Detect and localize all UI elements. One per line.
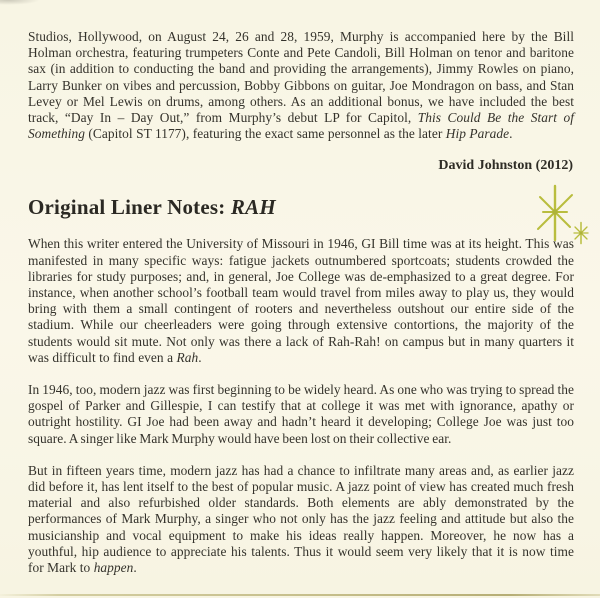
- italic-word: Rah: [176, 349, 199, 365]
- italic-word: happen: [93, 560, 134, 576]
- paragraph-text-segment: But in fifteen years time, modern jazz has had a chance to infiltrate many areas and, as earlier jazz did before it, has lent itself to the best of popular music. A jazz point of view has created much fresh material and also refurbished older standards. Both elements are ably demonstrated by the performances of Mark Murphy, a singer who not only has the jazz feeling and attitude but also the musicianship and vocal equipment to make his ideas really happen. Moreover, he now has a youthful, hip audience to appreciate his talents. Thus it would seem very likely that it is now time for Mark to: [28, 462, 574, 576]
- intro-text-segment: .: [509, 126, 513, 142]
- paragraph-text-segment: In 1946, too, modern jazz was first beginning to be widely heard. As one who was trying to spread the gospel of Parker and Gillespie, I can testify that at college it was met with ignorance, apathy or outright hostility. GI Joe had been away and hadn’t heard it developing; College Joe was just too square. A singer like Mark Murphy would have been lost on their collective ear.: [28, 382, 574, 446]
- liner-notes-paragraph-2: [28, 382, 574, 447]
- liner-notes-paragraph-1: [28, 236, 574, 366]
- star-center-dot: [552, 209, 557, 214]
- paragraph-text-segment: .: [198, 349, 202, 365]
- sparkle-star-small-icon: [570, 221, 592, 245]
- album-title-italic: This Could Be the Start of Something: [28, 110, 574, 142]
- intro-text-segment: (Capitol ST 1177), featuring the exact same personnel as the later: [84, 126, 446, 142]
- intro-paragraph: [28, 29, 574, 142]
- paragraph-text-segment: .: [133, 560, 137, 576]
- paragraph-text-segment: When this writer entered the University of Missouri in 1946, GI Bill time was at its height. This was manifested in many specific ways: fatigue jackets outnumbered sportcoats; students crowded the libraries for study purposes; and, in general, Joe College was de-emphasized to a great degree. For instance, when another school’s football team would travel from miles away to play us, they would bring with them a small contingent of rooters and nevertheless outshout our entire side of the stadium. While our cheerleaders were going through extensive contortions, the majority of the students would sit mute. Not only was there a lack of Rah-Rah! on campus but in many quarters it was difficult to find even a: [28, 236, 574, 365]
- heading-prefix: Original Liner Notes:: [28, 195, 231, 220]
- byline: David Johnston (2012): [438, 158, 573, 174]
- scan-corner-smudge: [0, 0, 40, 5]
- heading-album-title: RAH: [230, 195, 276, 220]
- star-center-dot: [579, 231, 582, 234]
- album-title-italic: Hip Parade: [445, 126, 510, 142]
- section-heading: [28, 195, 574, 219]
- intro-text-segment: Studios, Hollywood, on August 24, 26 and 28, 1959, Murphy is accompanied here by the Bill Holman orchestra, featuring trumpeters Conte and Pete Candoli, Bill Holman on tenor and baritone sax (in addition to conducting the band and providing the arrangements), Jimmy Rowles on piano, Larry Bunker on vibes and percussion, Bobby Gibbons on guitar, Joe Mondragon on bass, and Stan Levey or Mel Lewis on drums, among others. As an additional bonus, we have included the best track, “Day In – Day Out,” from Murphy’s debut LP for Capitol,: [28, 29, 574, 126]
- liner-notes-paragraph-3: [28, 463, 574, 576]
- page-edge-shadow: [0, 594, 600, 596]
